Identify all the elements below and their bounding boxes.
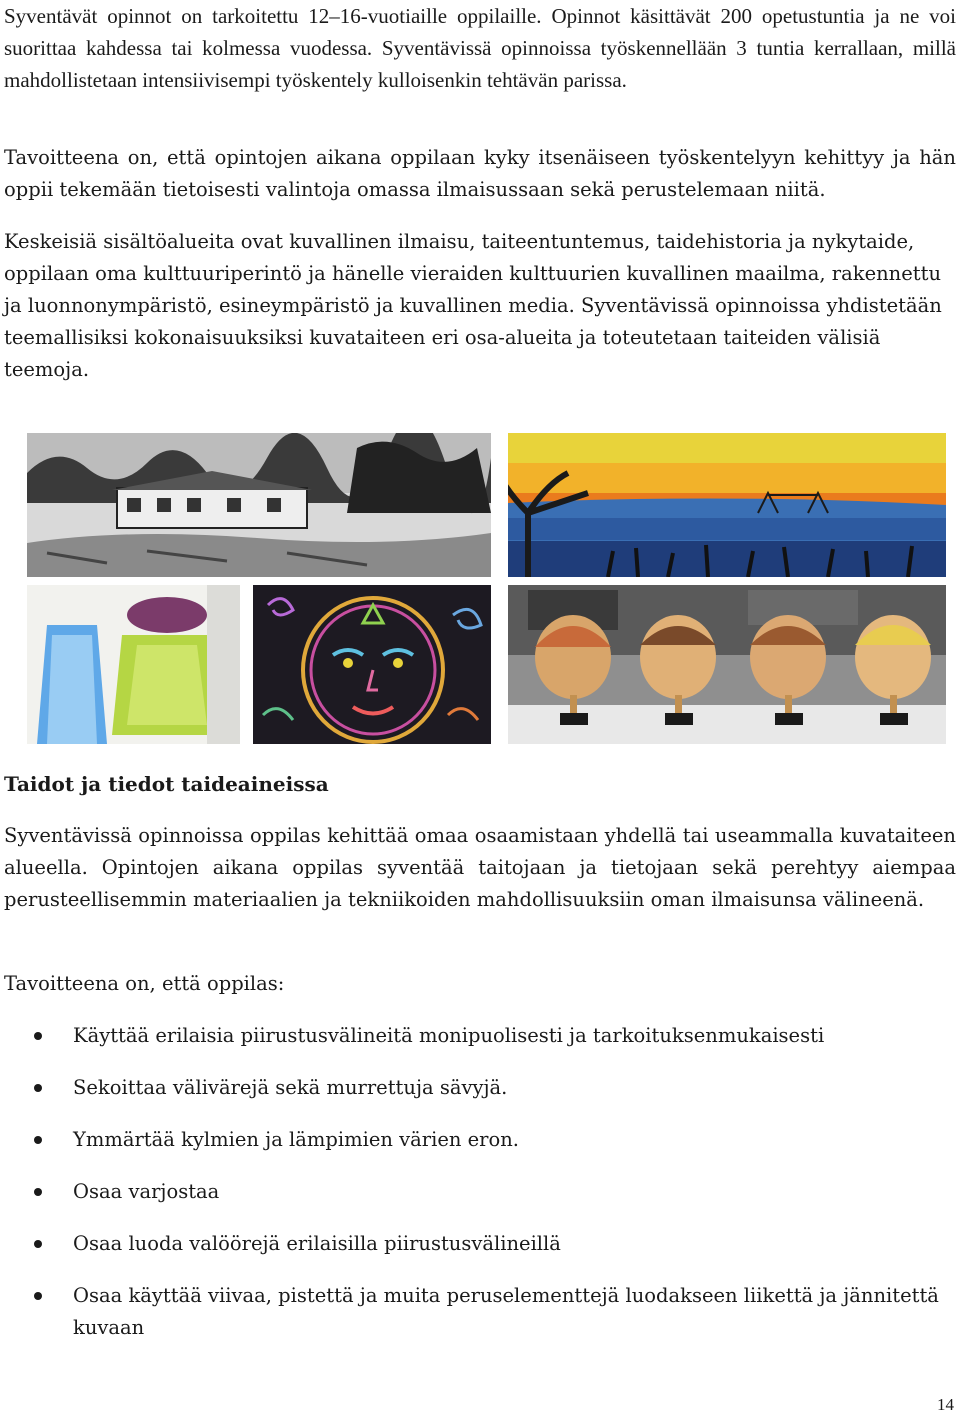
bullet-icon [34,1292,42,1300]
list-item [0,1176,956,1208]
bullet-icon [34,1188,42,1196]
section-heading: Taidot ja tiedot taideaineissa [4,772,329,796]
sunset-painting-image [508,433,946,577]
skills-paragraph: Syventävissä opinnoissa oppilas kehittää omaa osaamistaan yhdellä tai useammalla kuvataiteen alueella. Opintojen aikana oppilas syventää taitojaan ja tietojaan sekä perehtyy aiempaa perusteellisemmin materiaalien ja tekniikoiden mahdollisuuksiin oman ilmaisunsa välineenä. [4,824,956,911]
list-item [0,1228,956,1260]
bullet-icon [34,1032,42,1040]
papier-mache-heads-image [508,585,946,744]
fabric-sculpture-image [27,585,240,744]
bullet-icon [34,1084,42,1092]
list-item [0,1072,956,1104]
goal-paragraph: Tavoitteena on, että opintojen aikana oppilaan kyky itsenäiseen työskentelyyn kehittyy ja hän oppii tekemään tietoisesti valintoja omassa ilmaisussaan sekä perustelemaan niitä. [4,146,956,201]
list-item [0,1020,956,1052]
list-item [0,1280,956,1344]
goal-text: Sekoittaa välivärejä sekä murrettuja sävyjä. [73,1076,508,1099]
bullet-icon [34,1136,42,1144]
page-number: 14 [937,1395,954,1414]
goal-text: Ymmärtää kylmien ja lämpimien värien eron. [73,1128,520,1151]
scratch-face-drawing-image [253,585,491,744]
list-item [0,1124,956,1156]
intro-paragraph: Syventävät opinnot on tarkoitettu 12–16-vuotiaille oppilaille. Opinnot käsittävät 200 opetustuntia ja ne voi suorittaa kahdessa tai kolmessa vuodessa. Syventävissä opinnoissa työskennellään 3 tuntia kerrallaan, millä mahdollistetaan intensiivisempi työskentely kulloisenkin tehtävän parissa. [4,4,956,92]
goal-text: Osaa luoda valöörejä erilaisilla piirustusvälineillä [73,1232,561,1255]
goal-text: Käyttää erilaisia piirustusvälineitä monipuolisesti ja tarkoituksenmukaisesti [73,1024,825,1047]
goal-text: Osaa käyttää viivaa, pistettä ja muita peruselementtejä luodakseen liikettä ja jännitettä kuvaan [73,1284,939,1339]
ink-house-drawing-image [27,433,491,577]
content-paragraph: Keskeisiä sisältöalueita ovat kuvallinen ilmaisu, taiteentuntemus, taidehistoria ja nykytaide, oppilaan oma kulttuuriperintö ja hänelle vieraiden kulttuurien kuvallinen maailma, rakennettu ja luonnonympäristö, esineympäristö ja kuvallinen media. Syventävissä opinnoissa yhdistetään teemallisiksi kokonaisuuksiksi kuvataiteen eri osa-alueita ja toteutetaan taiteiden välisiä teemoja. [4,230,942,381]
goals-list [0,1020,956,1364]
bullet-icon [34,1240,42,1248]
target-intro: Tavoitteena on, että oppilas: [4,972,285,995]
goal-text: Osaa varjostaa [73,1180,220,1203]
